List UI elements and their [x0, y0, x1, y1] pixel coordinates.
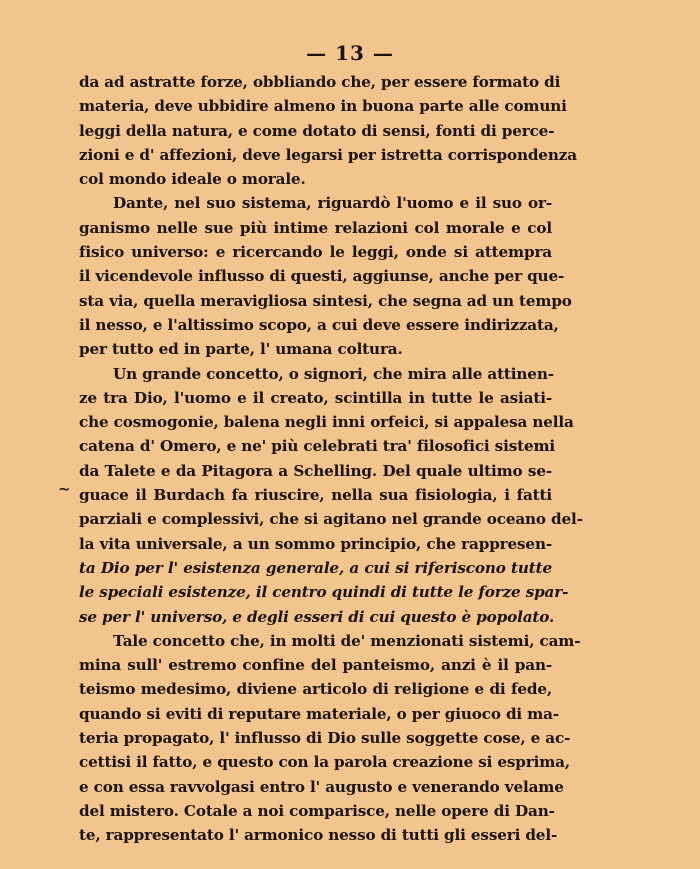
text-line: mina sull' estremo confine del panteismo, anzi è il pan- [79, 656, 552, 675]
text-line: catena d' Omero, e ne' più celebrati tra' filosofici sistemi [79, 437, 556, 456]
text-line: la vita universale, a un sommo principio, che rappresen- [79, 534, 552, 553]
text-line: te, rappresentato l' armonico nesso di tutti gli esseri del- [79, 826, 558, 845]
text-line: del mistero. Cotale a noi comparisce, nelle opere di Dan- [79, 801, 555, 820]
text-line: leggi della natura, e come dotato di sensi, fonti di perce- [79, 121, 555, 140]
text-line: fisico universo: e ricercando le leggi, onde si attempra [79, 243, 552, 262]
body-text [79, 70, 583, 848]
text-line: Un grande concetto, o signori, che mira alle attinen- [113, 364, 554, 383]
text-line: e con essa ravvolgasi entro l' augusto e venerando velame [79, 777, 564, 796]
text-line: Dante, nel suo sistema, riguardò l'uomo e il suo or- [113, 194, 552, 213]
text-line: il vicendevole influsso di questi, aggiunse, anche per que- [79, 267, 565, 286]
text-line: zioni e d' affezioni, deve legarsi per istretta corrispondenza [79, 145, 577, 164]
text-line: cettisi il fatto, e questo con la parola creazione si esprima, [79, 753, 570, 772]
margin-mark: ~ [58, 480, 71, 498]
text-line: ze tra Dio, l'uomo e il creato, scintilla in tutte le asiati- [79, 388, 552, 407]
text-line: ta Dio per l' esistenza generale, a cui si riferiscono tutte [79, 558, 552, 577]
text-line: sta via, quella meravigliosa sintesi, che segna ad un tempo [79, 291, 572, 310]
text-line: per tutto ed in parte, l' umana coltura. [79, 340, 403, 359]
page-number: — 13 — [306, 41, 394, 65]
text-line: Tale concetto che, in molti de' menzionati sistemi, cam- [113, 631, 581, 650]
text-line: teismo medesimo, diviene articolo di religione e di fede, [79, 680, 552, 699]
text-line: da Talete e da Pitagora a Schelling. Del quale ultimo se- [79, 461, 552, 480]
text-line: da ad astratte forze, obbliando che, per essere formato di [79, 73, 561, 91]
text-line: quando si eviti di reputare materiale, o per giuoco di ma- [79, 704, 559, 723]
text-line: le speciali esistenze, il centro quindi di tutte le forze spar- [79, 583, 569, 602]
text-line: il nesso, e l'altissimo scopo, a cui deve essere indirizzata, [79, 315, 559, 334]
text-line: col mondo ideale o morale. [79, 170, 306, 189]
text-line: guace il Burdach fa riuscire, nella sua fisiologia, i fatti [79, 486, 552, 505]
text-line: se per l' universo, e degli esseri di cui questo è popolato. [79, 607, 555, 626]
text-line: materia, deve ubbidire almeno in buona parte alle comuni [79, 97, 567, 116]
text-line: teria propagato, l' influsso di Dio sulle soggette cose, e ac- [79, 729, 571, 748]
text-line: che cosmogonie, balena negli inni orfeici, si appalesa nella [79, 413, 574, 432]
text-line: parziali e complessivi, che si agitano nel grande oceano del- [79, 510, 583, 529]
text-line: ganismo nelle sue più intime relazioni col morale e col [79, 218, 552, 237]
